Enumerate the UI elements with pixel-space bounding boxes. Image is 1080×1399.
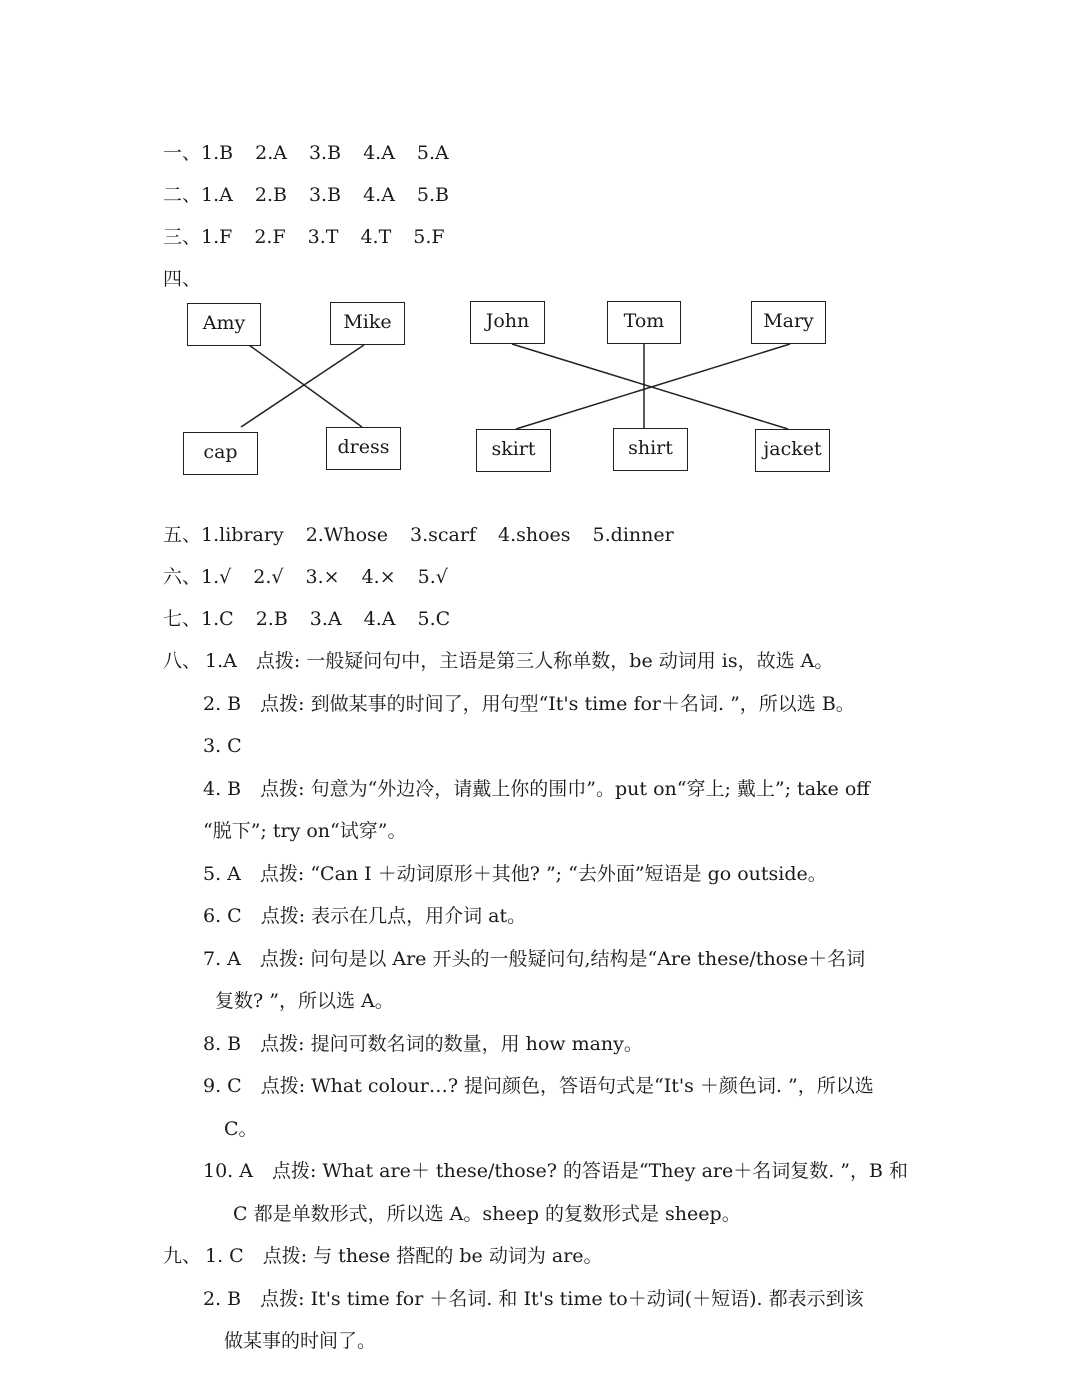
answer: 1.B: [201, 142, 234, 164]
name-box-tom: Tom: [607, 301, 681, 344]
section-label: 三、: [163, 226, 202, 248]
explanation-line: 2. B 点拨: 到做某事的时间了，用句型“It's time for＋名词. ”，所以选 B。: [203, 693, 855, 715]
answer: 2.Whose: [305, 524, 389, 546]
section-label: 五、: [163, 524, 202, 546]
answer: 2.B: [255, 608, 288, 630]
answer: 3.B: [308, 184, 342, 206]
answer: 5.dinner: [592, 524, 674, 546]
answer-row-6: [163, 564, 448, 590]
answer: 3.A: [309, 608, 342, 630]
explanation-line: 10. A 点拨: What are＋ these/those? 的答语是“They are＋名词复数. ”，B 和: [203, 1160, 909, 1182]
answer: 5.A: [416, 142, 449, 164]
answer-row-7: [163, 606, 450, 632]
answer: 4.T: [360, 226, 392, 248]
answer: 4.shoes: [497, 524, 571, 546]
answer: 2.A: [255, 142, 287, 164]
section-label: 二、: [163, 184, 202, 206]
section-label: 六、: [163, 566, 202, 588]
explanation-line: “脱下”; try on“试穿”。: [203, 820, 407, 842]
explanation-line: 8. B 点拨: 提问可数名词的数量，用 how many。: [203, 1033, 643, 1055]
answer: 3.T: [307, 226, 339, 248]
section-label: 九、: [163, 1245, 202, 1267]
explanation-line: C。: [224, 1118, 258, 1140]
answer: 5.F: [413, 226, 445, 248]
answer: 1.library: [201, 524, 284, 546]
explanation-line: C 都是单数形式，所以选 A。sheep 的复数形式是 sheep。: [233, 1203, 741, 1225]
answer: 3.scarf: [410, 524, 476, 546]
answer: 5.√: [417, 566, 448, 588]
explanation-line: 1.A 点拨: 一般疑问句中，主语是第三人称单数，be 动词用 is，故选 A。: [205, 650, 834, 672]
name-box-mike: Mike: [330, 302, 405, 345]
clothes-box-skirt: skirt: [476, 429, 551, 472]
answer: 4.A: [363, 142, 395, 164]
explanation-line: 4. B 点拨: 句意为“外边冷，请戴上你的围巾”。put on“穿上; 戴上”; take off: [203, 778, 870, 800]
explanation-line: 5. A 点拨: “Can I ＋动词原形＋其他? ”; “去外面”短语是 go outside。: [203, 863, 827, 885]
explanation-line: 6. C 点拨: 表示在几点，用介词 at。: [203, 905, 527, 927]
answer: 4.×: [361, 566, 396, 588]
answer: 5.B: [416, 184, 450, 206]
name-box-john: John: [470, 301, 545, 344]
section-label: 四、: [163, 268, 202, 290]
name-box-amy: Amy: [187, 303, 261, 346]
answer: 4.A: [363, 184, 395, 206]
explanation-line: 7. A 点拨: 问句是以 Are 开头的一般疑问句,结构是“Are these/those＋名词: [203, 948, 866, 970]
explanation-line: 9. C 点拨: What colour…? 提问颜色，答语句式是“It's ＋颜色词. ”，所以选: [203, 1075, 874, 1097]
answer: 2.B: [254, 184, 287, 206]
explanation-line: 做某事的时间了。: [224, 1330, 377, 1352]
explanation-line: 复数? ”，所以选 A。: [215, 990, 394, 1012]
name-box-mary: Mary: [751, 301, 826, 344]
answer-row-5: [163, 522, 674, 548]
explanation-line: 1. C 点拨: 与 these 搭配的 be 动词为 are。: [205, 1245, 603, 1267]
answer: 5.C: [417, 608, 451, 630]
answer: 1.A: [201, 184, 233, 206]
clothes-box-dress: dress: [326, 427, 401, 470]
explanation-line: 2. B 点拨: It's time for ＋名词. 和 It's time to＋动词(＋短语). 都表示到该: [203, 1288, 864, 1310]
answer: 1.F: [201, 226, 233, 248]
clothes-box-shirt: shirt: [613, 428, 688, 471]
section-label: 一、: [163, 142, 202, 164]
answer: 4.A: [363, 608, 396, 630]
answer: 1.C: [201, 608, 234, 630]
answer: 2.F: [254, 226, 286, 248]
section-label: 七、: [163, 608, 202, 630]
answer: 1.√: [201, 566, 232, 588]
clothes-box-cap: cap: [183, 432, 258, 475]
explanation-line: 3. C: [203, 735, 242, 757]
section-label: 八、: [163, 650, 202, 672]
clothes-box-jacket: jacket: [755, 429, 830, 472]
answer: 3.×: [305, 566, 340, 588]
answer: 3.B: [308, 142, 342, 164]
answer: 2.√: [253, 566, 284, 588]
